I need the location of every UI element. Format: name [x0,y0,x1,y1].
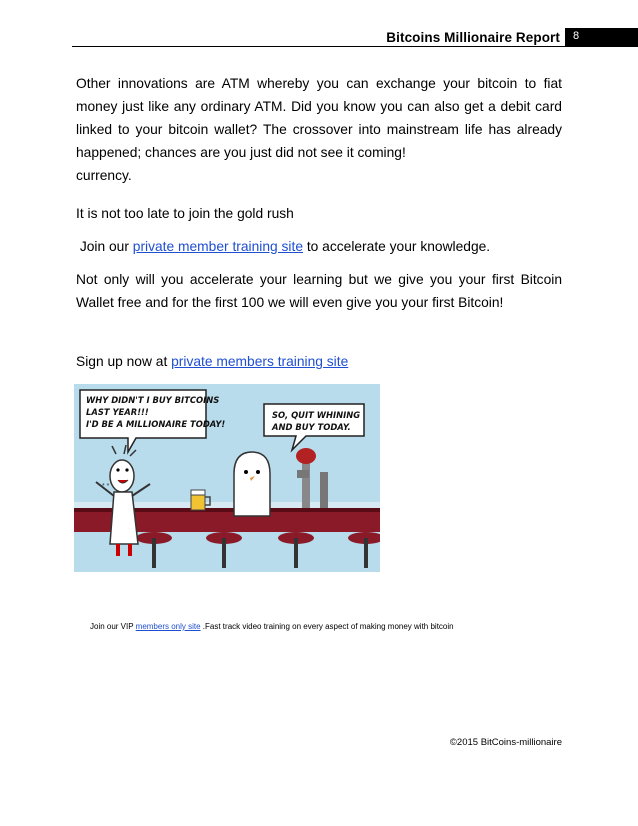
bitcoin-comic-image [74,384,380,572]
vip-note-suffix: .Fast track video training on every aspect of making money with bitcoin [200,622,454,631]
vip-note-prefix: Join our VIP [90,622,136,631]
beer-tap-icon [302,456,310,510]
paragraph-wallet-offer: Not only will you accelerate your learning but we give you your first Bitcoin Wallet free and for the first 100 we will even give you your first Bitcoin! [76,272,562,310]
private-members-training-link[interactable]: private members training site [171,354,349,369]
right-bubble-line-1: SO, QUIT WHINING [272,410,361,420]
join-prefix: Join our [76,239,133,254]
right-bubble-line-2: AND BUY TODAY. [272,422,351,432]
beer-mug-icon [191,494,205,510]
paragraph-gold-rush: It is not too late to join the gold rush [76,206,294,221]
paragraph-sign-up [76,350,562,373]
paragraph-innovations [76,72,562,187]
svg-text:* *: * * [102,483,110,490]
left-bubble-line-2: LAST YEAR!!! [86,407,149,417]
paragraph-join [76,235,562,258]
vip-footer-note [90,622,454,632]
report-title: Bitcoins Millionaire Report [386,30,560,45]
members-only-site-link[interactable]: members only site [135,622,201,631]
sign-up-prefix: Sign up now at [76,354,172,369]
page-number: 8 [565,28,638,46]
copyright-notice: ©2015 BitCoins-millionaire [449,737,562,748]
paragraph-currency-text: currency. [76,168,132,183]
left-bubble-line-1: WHY DIDN'T I BUY BITCOINS [86,395,220,405]
paragraph-innovations-text: Other innovations are ATM whereby you can exchange your bitcoin to fiat money just like any ordinary ATM. Did you know you can also get a debit card linked to your bitcoin wallet? The crossover into mainstream life has already happened; chances are you just did not see it coming! [76,76,562,160]
left-bubble-line-3: I'D BE A MILLIONAIRE TODAY! [86,419,226,429]
join-suffix: to accelerate your knowledge. [303,239,491,254]
header-rule [72,46,638,47]
right-character [234,452,270,516]
private-member-training-link[interactable]: private member training site [132,239,303,254]
